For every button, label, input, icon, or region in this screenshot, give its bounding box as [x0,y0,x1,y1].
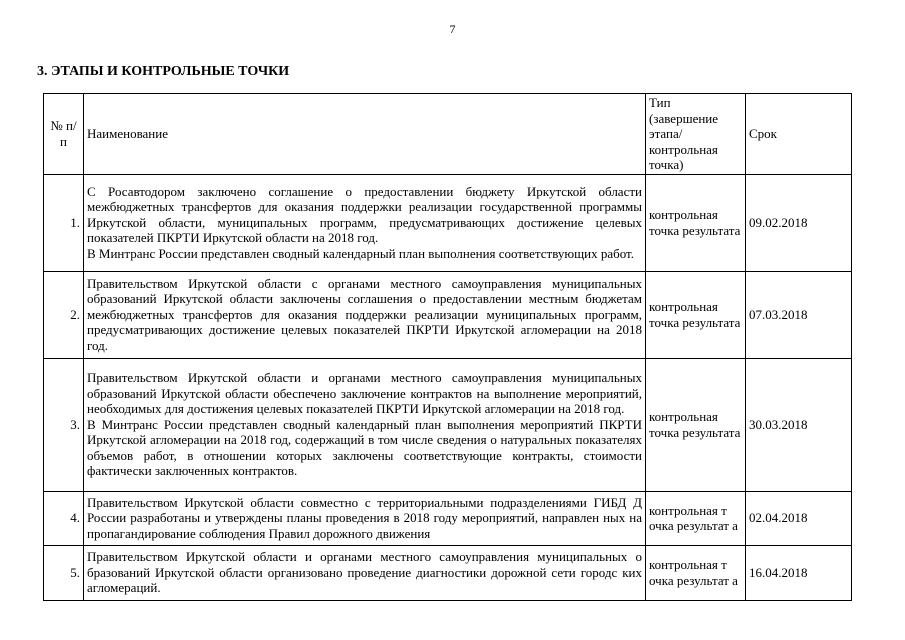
header-date: Срок [746,94,852,175]
header-num: № п/п [44,94,84,175]
row-name [84,174,646,271]
row-date: 30.03.2018 [746,358,852,491]
table-row [44,271,852,358]
row-type: контрольная т очка результат а [646,491,746,545]
table-row [44,491,852,545]
row-num: 5. [44,545,84,600]
row-name-text-2: В Минтранс России представлен сводный календарный план выполнения мероприятий ПКРТИ Иркутской агломерации на 2018 год, содержащий в том числе сведения о натуральных показателях объемов работ, в отношении которых заключены соответствующие контракты, стоимости фактически заключенных контрактов. [87,416,642,479]
row-date: 16.04.2018 [746,545,852,600]
row-name-text: Правительством Иркутской области и органами местного самоуправления муниципальных образований Иркутской области обеспечено заключение контрактов на выполнение мероприятий, необходимых для достижения целевых показателей ПКРТИ Иркутской агломерации на 2018 год. [87,370,642,417]
row-num: 4. [44,491,84,545]
row-date: 09.02.2018 [746,174,852,271]
row-type: контрольная точка результата [646,174,746,271]
row-type: контрольная точка результата [646,358,746,491]
stages-table [43,93,852,601]
table-row [44,545,852,600]
header-name: Наименование [84,94,646,175]
header-type: Тип (завершение этапа/контрольная точка) [646,94,746,175]
row-type: контрольная точка результата [646,271,746,358]
table-row [44,358,852,491]
row-name: Правительством Иркутской области и органами местного самоуправления муниципальных о бразований Иркутской области организовано проведение диагностики дорожной сети городс ких агломераций. [84,545,646,600]
row-date: 02.04.2018 [746,491,852,545]
row-num: 1. [44,174,84,271]
page-number: 7 [449,22,456,36]
row-name-text-2: В Минтранс России представлен сводный календарный план выполнения соответствующих работ. [87,245,634,261]
table-row [44,174,852,271]
row-type: контрольная т очка результат а [646,545,746,600]
row-num: 2. [44,271,84,358]
row-name-text: С Росавтодором заключено соглашение о предоставлении бюджету Иркутской области межбюджетных трансфертов для оказания поддержки реализации государственной программы Иркутской области, муниципальных программ, предусматривающих достижение целевых показателей ПКРТИ Иркутской области на 2018 год. [87,183,642,246]
section-title: 3. ЭТАПЫ И КОНТРОЛЬНЫЕ ТОЧКИ [37,64,290,79]
row-name [84,358,646,491]
table-header-row [44,94,852,175]
row-name: Правительством Иркутской области совместно с территориальными подразделениями ГИБД Д России разработаны и утверждены планы проведения в 2018 году мероприятий, направлен ных на пропагандирование соблюдения Правил дорожного движения [84,491,646,545]
row-name: Правительством Иркутской области с органами местного самоуправления муниципальных образований Иркутской области заключены соглашения о предоставлении местным бюджетам межбюджетных трансфертов для оказания поддержки реализации муниципальных программ, предусматривающих достижение целевых показателей ПКРТИ Иркутской агломерации на 2018 год. [84,271,646,358]
row-num: 3. [44,358,84,491]
row-date: 07.03.2018 [746,271,852,358]
